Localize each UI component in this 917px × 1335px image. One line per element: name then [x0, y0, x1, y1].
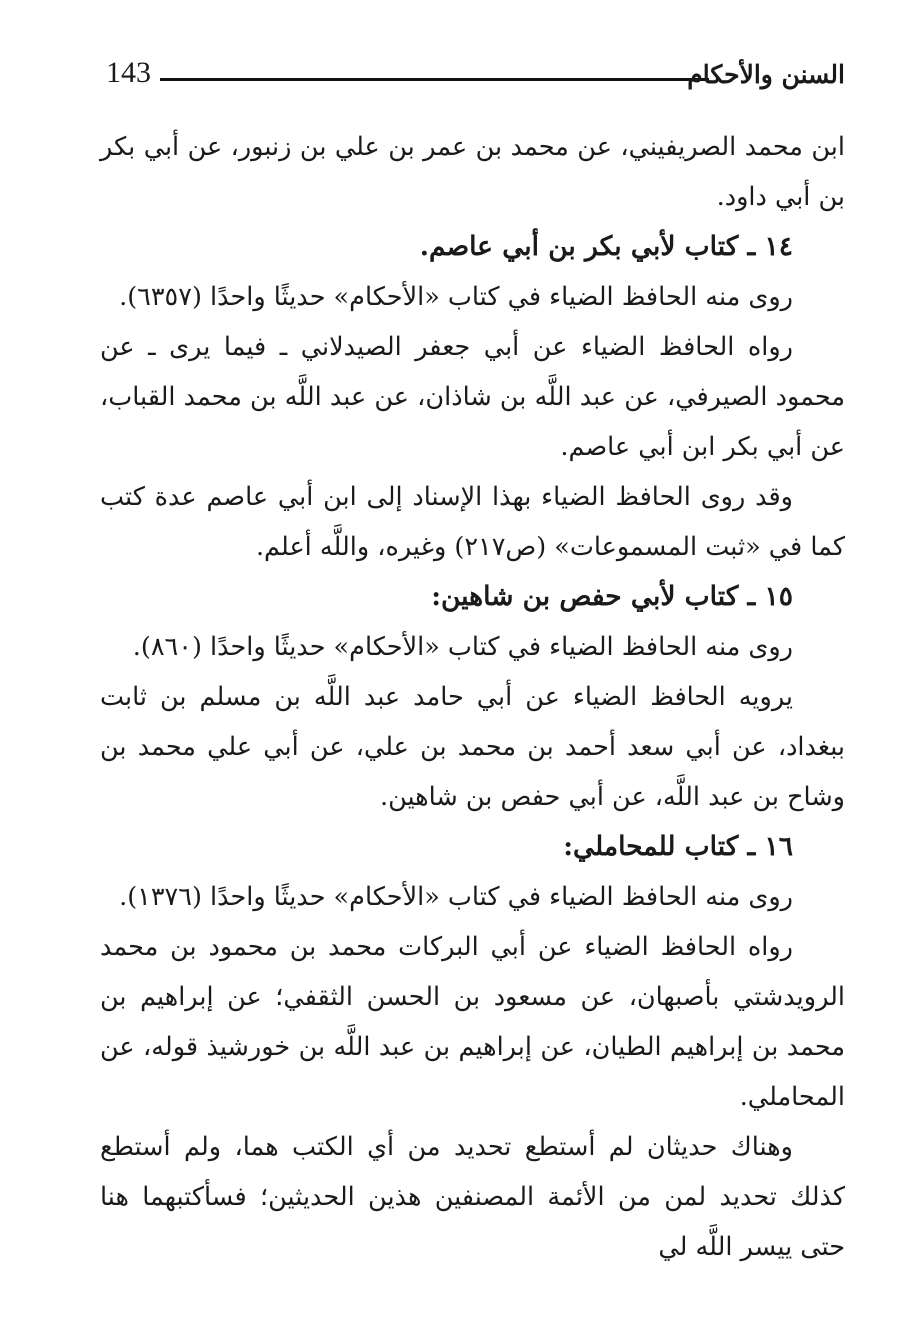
main-text — [100, 122, 845, 1272]
page-number: 143 — [106, 56, 151, 89]
page-header — [100, 52, 845, 102]
paragraph: روى منه الحافظ الضياء في كتاب «الأحكام» حديثًا واحدًا (١٣٧٦). — [119, 882, 793, 912]
paragraph: يرويه الحافظ الضياء عن أبي حامد عبد اللَّه بن مسلم بن ثابت ببغداد، عن أبي سعد أحمد بن محمد بن علي، عن أبي علي محمد بن وشاح بن عبد اللَّه، عن أبي حفص بن شاهين. — [100, 682, 845, 812]
paragraph: رواه الحافظ الضياء عن أبي جعفر الصيدلاني ـ فيما يرى ـ عن محمود الصيرفي، عن عبد اللَّه بن شاذان، عن عبد اللَّه بن محمد القباب، عن أبي بكر ابن أبي عاصم. — [100, 332, 845, 462]
section-heading: ١٥ ـ كتاب لأبي حفص بن شاهين: — [431, 581, 793, 612]
running-title: السنن والأحكام — [687, 60, 845, 89]
section-heading: ١٤ ـ كتاب لأبي بكر بن أبي عاصم. — [419, 231, 793, 262]
paragraph: روى منه الحافظ الضياء في كتاب «الأحكام» حديثًا واحدًا (٦٣٥٧). — [119, 282, 793, 312]
paragraph: رواه الحافظ الضياء عن أبي البركات محمد بن محمود بن محمد الرويدشتي بأصبهان، عن مسعود بن الحسن الثقفي؛ عن إبراهيم بن محمد بن إبراهيم الطيان، عن إبراهيم بن عبد اللَّه بن خورشيذ قوله، عن المحاملي. — [100, 932, 845, 1112]
paragraph: وهناك حديثان لم أستطع تحديد من أي الكتب هما، ولم أستطع كذلك تحديد لمن من الأئمة المصنفين هذين الحديثين؛ فسأكتبهما هنا حتى ييسر اللَّه لي — [100, 1132, 845, 1262]
paragraph: ابن محمد الصريفيني، عن محمد بن عمر بن علي بن زنبور، عن أبي بكر بن أبي داود. — [100, 132, 845, 212]
header-rule — [160, 78, 709, 81]
paragraph: روى منه الحافظ الضياء في كتاب «الأحكام» حديثًا واحدًا (٨٦٠). — [132, 632, 793, 662]
paragraph: وقد روى الحافظ الضياء بهذا الإسناد إلى ابن أبي عاصم عدة كتب كما في «ثبت المسموعات» (ص٢١٧) وغيره، واللَّه أعلم. — [100, 482, 845, 562]
section-heading: ١٦ ـ كتاب للمحاملي: — [563, 831, 793, 862]
